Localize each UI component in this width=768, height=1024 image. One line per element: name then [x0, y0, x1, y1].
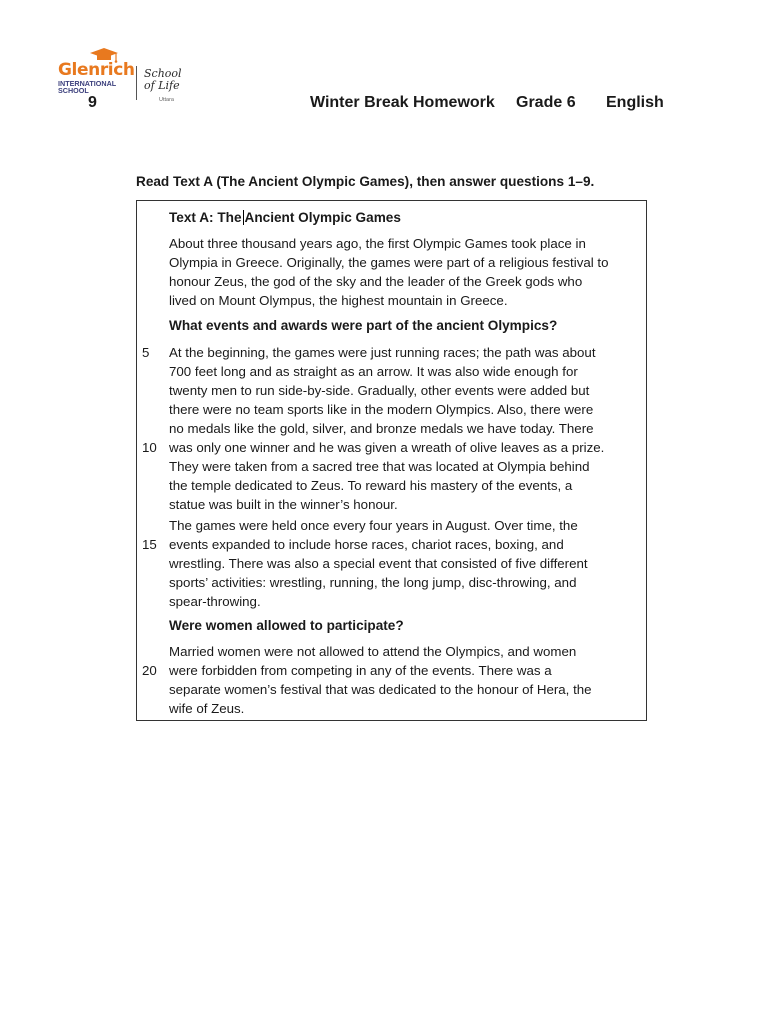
- text-line: statue was built in the winner’s honour.: [169, 497, 398, 512]
- text-line: no medals like the gold, silver, and bronze medals we have today. There: [169, 421, 594, 436]
- page-number: 9: [88, 94, 97, 111]
- text-line: At the beginning, the games were just running races; the path was about: [169, 345, 596, 360]
- subheading-events: What events and awards were part of the ancient Olympics?: [169, 318, 558, 333]
- text-line: were forbidden from competing in any of the events. There was a: [169, 663, 552, 678]
- page-title: Winter Break Homework: [310, 94, 495, 111]
- text-line: spear-throwing.: [169, 594, 261, 609]
- text-line: Married women were not allowed to attend the Olympics, and women: [169, 644, 577, 659]
- logo-divider: [136, 66, 137, 100]
- subheading-women: Were women allowed to participate?: [169, 618, 404, 633]
- text-line: wrestling. There was also a special event that consisted of five different: [169, 556, 588, 571]
- text-line: lived on Mount Olympus, the highest mountain in Greece.: [169, 293, 508, 308]
- grade-label: Grade 6: [516, 94, 576, 111]
- logo-brand-name: Glenrich: [58, 60, 135, 80]
- paragraph-3: [169, 516, 639, 611]
- subject-label: English: [606, 94, 664, 111]
- text-line: the temple dedicated to Zeus. To reward his mastery of the events, a: [169, 478, 573, 493]
- paragraph-2: [169, 343, 639, 514]
- instruction-text: Read Text A (The Ancient Olympic Games), then answer questions 1–9.: [136, 174, 595, 189]
- text-line: 700 feet long and as straight as an arrow. It was also wide enough for: [169, 364, 578, 379]
- line-number: 20: [142, 663, 157, 678]
- text-line: Olympia in Greece. Originally, the games were part of a religious festival to: [169, 255, 609, 270]
- line-number: 10: [142, 440, 157, 455]
- text-line: there were no team sports like in the modern Olympics. Also, there were: [169, 402, 594, 417]
- text-line: About three thousand years ago, the first Olympic Games took place in: [169, 236, 586, 251]
- text-line: separate women’s festival that was dedicated to the honour of Hera, the: [169, 682, 592, 697]
- logo-campus: Uttara: [159, 97, 174, 103]
- logo-subtitle: INTERNATIONAL SCHOOL: [58, 79, 117, 96]
- text-a-box: [136, 200, 647, 721]
- text-line: was only one winner and he was given a wreath of olive leaves as a prize.: [169, 440, 605, 455]
- paragraph-4: [169, 642, 639, 718]
- text-a-title: Text A: The Ancient Olympic Games: [169, 210, 401, 225]
- logo-tagline: School of Life: [144, 67, 182, 92]
- text-line: twenty men to run side-by-side. Gradually, other events were added but: [169, 383, 590, 398]
- text-cursor: [243, 210, 244, 225]
- line-number: 15: [142, 537, 157, 552]
- line-number: 5: [142, 345, 150, 360]
- text-line: sports’ activities: wrestling, running, the long jump, disc-throwing, and: [169, 575, 577, 590]
- text-line: events expanded to include horse races, chariot races, boxing, and: [169, 537, 564, 552]
- school-logo: [56, 42, 206, 108]
- text-line: The games were held once every four years in August. Over time, the: [169, 518, 578, 533]
- text-line: wife of Zeus.: [169, 701, 245, 716]
- text-line: honour Zeus, the god of the sky and the leader of the Greek gods who: [169, 274, 583, 289]
- text-line: They were taken from a sacred tree that was located at Olympia behind: [169, 459, 590, 474]
- paragraph-1: [169, 234, 639, 310]
